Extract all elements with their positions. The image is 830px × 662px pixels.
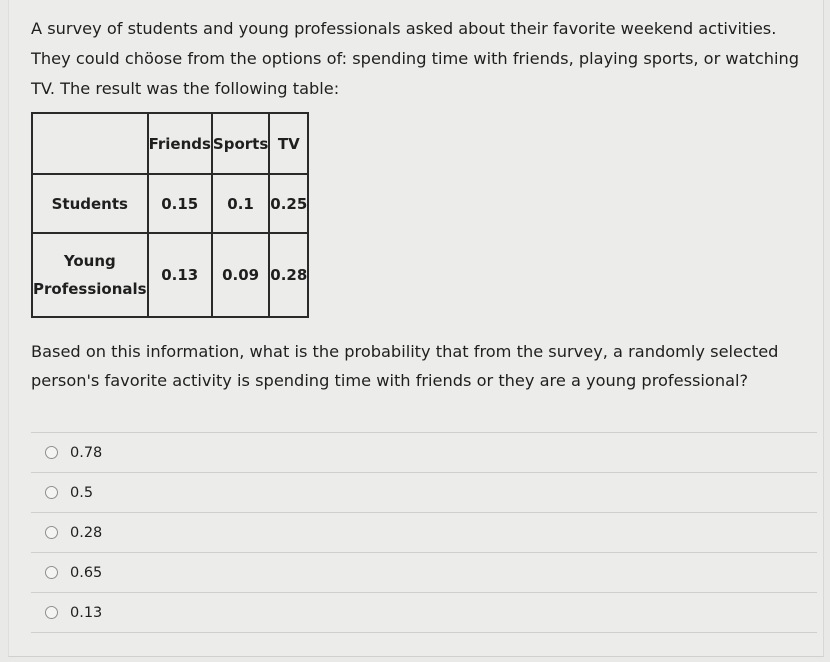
table-header-tv: TV — [269, 113, 308, 174]
table-cell: 0.15 — [148, 174, 212, 233]
row-label-line: Professionals — [33, 280, 147, 298]
answer-options — [31, 432, 817, 633]
table-cell: 0.09 — [212, 233, 269, 317]
radio-button-icon[interactable] — [45, 566, 58, 579]
answer-option[interactable] — [31, 593, 817, 633]
question-prompt: Based on this information, what is the probability that from the survey, a randomly selected person's favorite activity is spending time with friends or they are a young professional? — [31, 342, 779, 390]
row-label-line: Young — [63, 252, 116, 270]
question-card — [8, 0, 824, 657]
question-intro: A survey of students and young professionals asked about their favorite weekend activities. They could chöose from the options of: spending time with friends, playing sports, or watching TV. The result was the following table: — [31, 19, 800, 98]
radio-button-icon[interactable] — [45, 486, 58, 499]
row-label-students: Students — [32, 174, 148, 233]
table-header-sports: Sports — [212, 113, 269, 174]
table-header-row — [32, 113, 308, 174]
answer-option[interactable] — [31, 433, 817, 473]
answer-option-label: 0.13 — [70, 604, 103, 621]
radio-button-icon[interactable] — [45, 446, 58, 459]
table-cell: 0.13 — [148, 233, 212, 317]
table-header-friends: Friends — [148, 113, 212, 174]
table-cell: 0.25 — [269, 174, 308, 233]
answer-option[interactable] — [31, 553, 817, 593]
answer-option-label: 0.78 — [70, 444, 103, 461]
table-row — [32, 233, 308, 317]
answer-option[interactable] — [31, 513, 817, 553]
table-cell: 0.1 — [212, 174, 269, 233]
row-label-young-professionals — [32, 233, 148, 317]
answer-option-label: 0.65 — [70, 564, 103, 581]
radio-button-icon[interactable] — [45, 526, 58, 539]
survey-table — [31, 112, 309, 318]
answer-option-label: 0.28 — [70, 524, 103, 541]
table-header-empty — [32, 113, 148, 174]
table-row — [32, 174, 308, 233]
answer-option[interactable] — [31, 473, 817, 513]
radio-button-icon[interactable] — [45, 606, 58, 619]
table-cell: 0.28 — [269, 233, 308, 317]
answer-option-label: 0.5 — [70, 484, 94, 501]
